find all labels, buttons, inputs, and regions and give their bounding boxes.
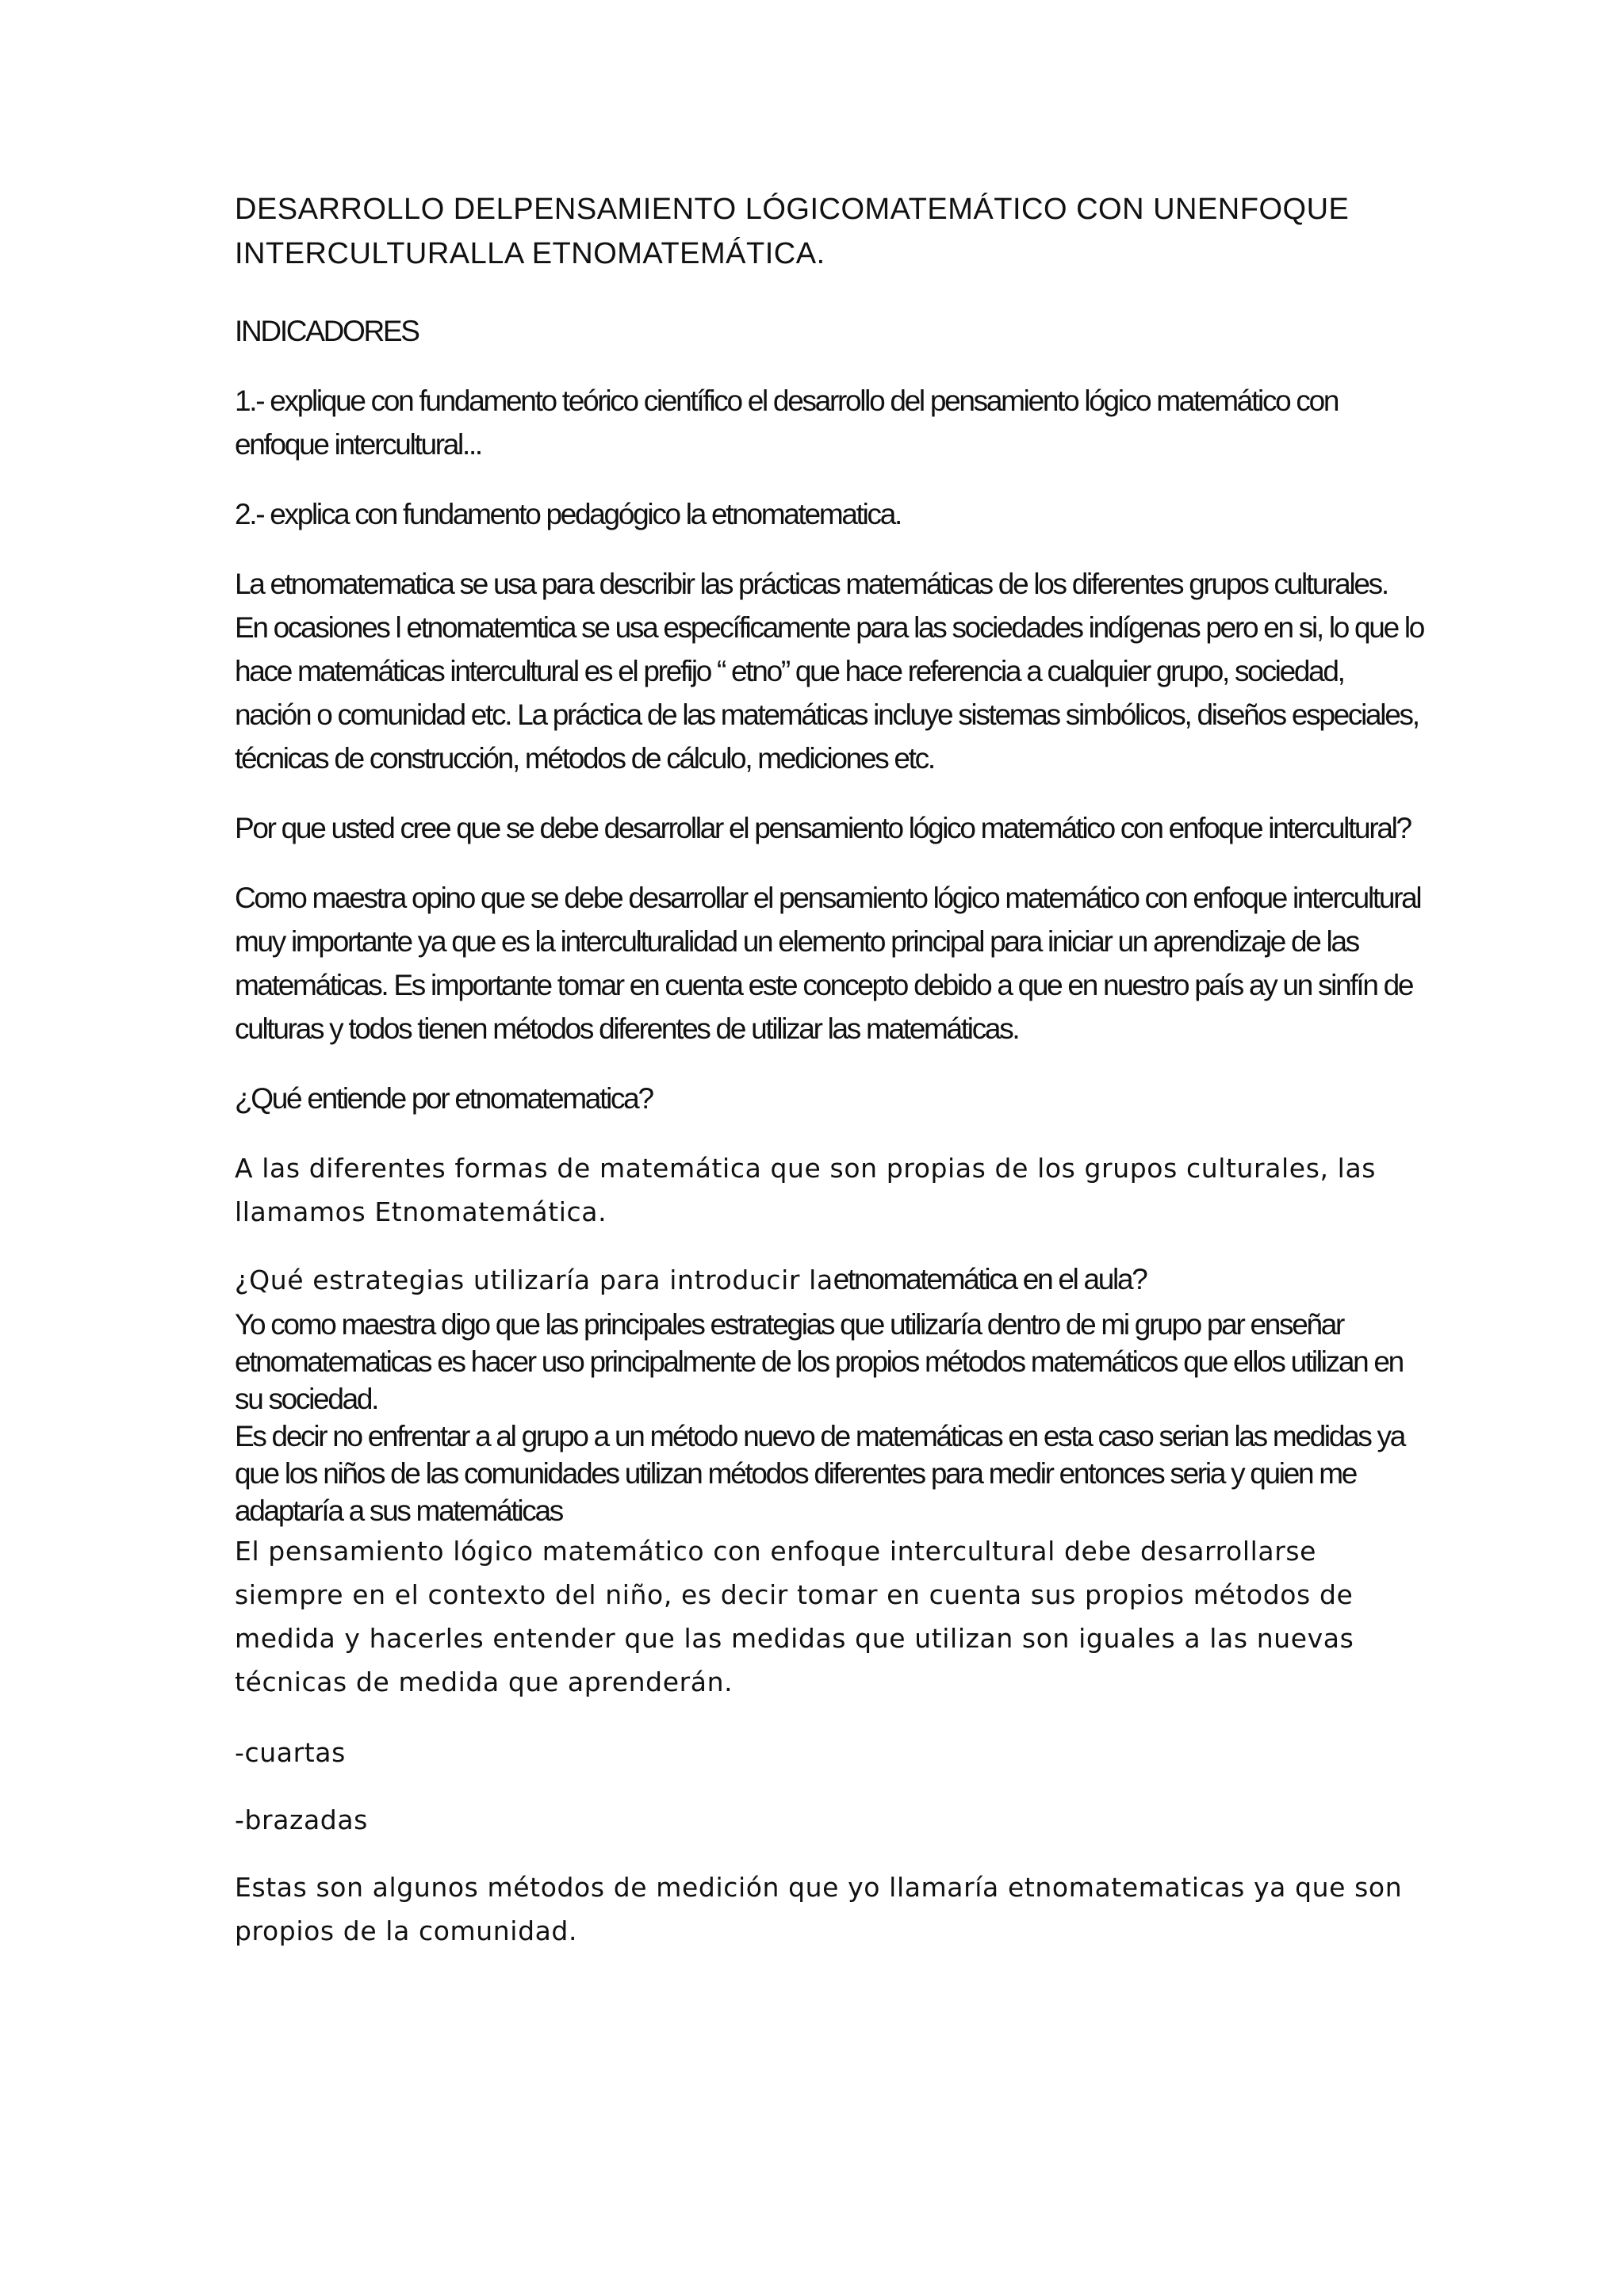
list-item: -cuartas	[235, 1737, 346, 1768]
answer-strategies-1: Yo como maestra digo que las principales estrategias que utilizaría dentro de mi grupo par enseñar etnomatematicas es hacer uso principalmente de los propios métodos matemáticos que ellos utilizan en su sociedad.	[235, 1308, 1403, 1415]
paragraph-context: El pensamiento lógico matemático con enfoque intercultural debe desarrollarse siempre en el contexto del niño, es decir tomar en cuenta sus propios métodos de medida y hacerles entender que las medidas que utilizan son iguales a las nuevas técnicas de medida que aprenderán.	[235, 1536, 1354, 1697]
answer-why: Como maestra opino que se debe desarrollar el pensamiento lógico matemático con enfoque intercultural muy importante ya que es la interculturalidad un elemento principal para iniciar un aprendizaje de las matemáticas. Es importante tomar en cuenta este concepto debido a que en nuestro país ay un sinfín de culturas y todos tienen métodos diferentes de utilizar las matemáticas.	[235, 882, 1421, 1045]
question-what: ¿Qué entiende por etnomatematica?	[235, 1082, 653, 1115]
indicators-heading: INDICADORES	[235, 315, 419, 347]
list-item: -brazadas	[235, 1804, 368, 1835]
question-strategies-part2: etnomatemática en el aula?	[833, 1263, 1147, 1295]
answer-strategies-2: Es decir no enfrentar a al grupo a un método nuevo de matemáticas en esta caso serian las medidas ya que los niños de las comunidades utilizan métodos diferentes para medir entonces seria y quien me adaptaría a sus matemáticas	[235, 1420, 1405, 1527]
question-why: Por que usted cree que se debe desarrollar el pensamiento lógico matemático con enfoque intercultural?	[235, 812, 1411, 844]
paragraph-definition: La etnomatematica se usa para describir las prácticas matemáticas de los diferentes grupos culturales. En ocasiones l etnomatemtica se usa específicamente para las sociedades indígenas pero en si, lo que lo hace matemáticas intercultural es el prefijo “ etno” que hace referencia a cualquier grupo, sociedad, nación o comunidad etc. La práctica de las matemáticas incluye sistemas simbólicos, diseños especiales, técnicas de construcción, métodos de cálculo, mediciones etc.	[235, 568, 1424, 775]
question-strategies	[235, 1260, 1424, 1306]
conclusion: Estas son algunos métodos de medición que yo llamaría etnomatematicas ya que son propios de la comunidad.	[235, 1872, 1403, 1946]
document-title: DESARROLLO DELPENSAMIENTO LÓGICOMATEMÁTICO CON UNENFOQUE INTERCULTURALLA ETNOMATEMÁTICA.	[235, 193, 1350, 270]
indicator-1: 1.- explique con fundamento teórico científico el desarrollo del pensamiento lógico matemático con enfoque intercultural...	[235, 385, 1339, 461]
question-strategies-part1: ¿Qué estrategias utilizaría para introducir la	[235, 1265, 833, 1295]
document-page	[235, 187, 1424, 1979]
indicator-2: 2.- explica con fundamento pedagógico la etnomatematica.	[235, 498, 901, 530]
answer-what: A las diferentes formas de matemática que son propias de los grupos culturales, las llamamos Etnomatemática.	[235, 1153, 1377, 1227]
